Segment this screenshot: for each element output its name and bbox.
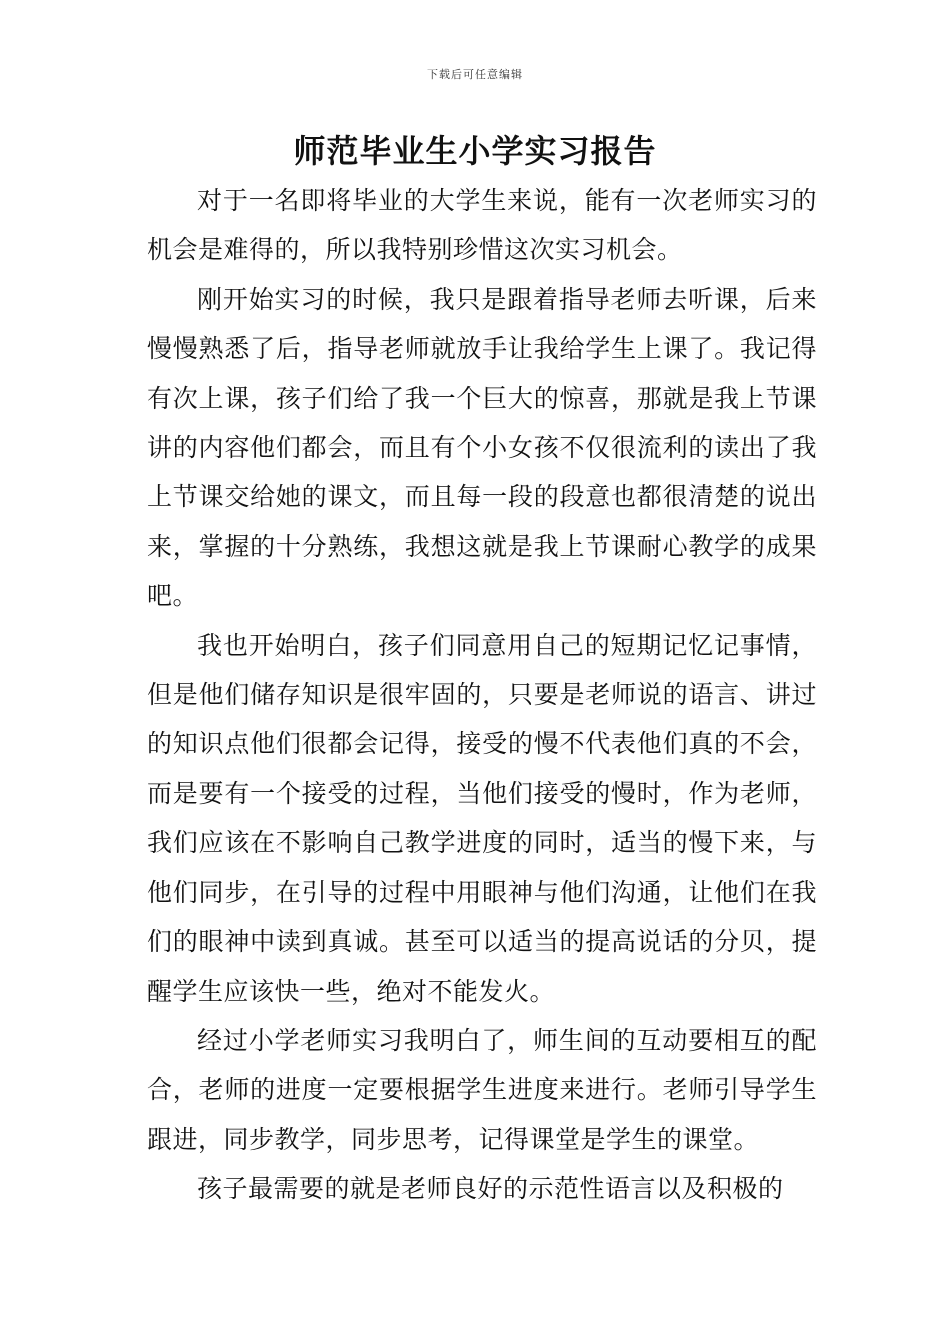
paragraph: 我也开始明白，孩子们同意用自己的短期记忆记事情，但是他们储存知识是很牢固的，只要是老师说的语言、讲过的知识点他们很都会记得，接受的慢不代表他们真的不会，而是要有一个接受的过程，当他们接受的慢时，作为老师，我们应该在不影响自己教学进度的同时，适当的慢下来，与他们同步，在引导的过程中用眼神与他们沟通，让他们在我们的眼神中读到真诚。甚至可以适当的提高说话的分贝，提醒学生应该快一些，绝对不能发火。 bbox=[147, 630, 817, 1006]
header-note: 下载后可任意编辑 bbox=[427, 68, 523, 81]
paragraph: 刚开始实习的时候，我只是跟着指导老师去听课，后来慢慢熟悉了后，指导老师就放手让我给学生上课了。我记得有次上课，孩子们给了我一个巨大的惊喜，那就是我上节课讲的内容他们都会，而且有个小女孩不仅很流利的读出了我上节课交给她的课文，而且每一段的段意也都很清楚的说出来，掌握的十分熟练，我想这就是我上节课耐心教学的成果吧。 bbox=[147, 284, 817, 611]
paragraph: 孩子最需要的就是老师良好的示范性语言以及积极的 bbox=[197, 1174, 784, 1204]
paragraph: 经过小学老师实习我明白了，师生间的互动要相互的配合，老师的进度一定要根据学生进度来进行。老师引导学生跟进，同步教学，同步思考，记得课堂是学生的课堂。 bbox=[147, 1025, 817, 1154]
document-body bbox=[147, 176, 817, 1214]
paragraph: 对于一名即将毕业的大学生来说，能有一次老师实习的机会是难得的，所以我特别珍惜这次实习机会。 bbox=[147, 186, 817, 265]
document-title: 师范毕业生小学实习报告 bbox=[293, 132, 657, 170]
